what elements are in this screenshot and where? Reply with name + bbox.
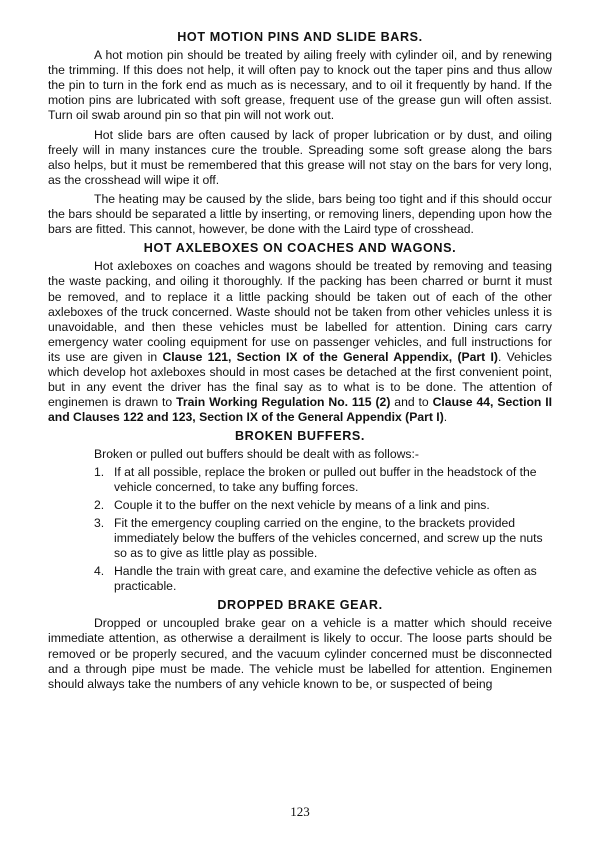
paragraph: Hot slide bars are often caused by lack of proper lubrication or by dust, and oiling freely will in many instances cure the trouble. Spreading some soft grease along the bars also helps, but it must be remembered that this grease will not stay on the bars for very long, as the crosshead will wipe it off. [48, 127, 552, 187]
numbered-list [48, 465, 552, 595]
section-heading-broken-buffers: BROKEN BUFFERS. [234, 429, 366, 444]
text-run: and to [394, 395, 429, 410]
document-page [48, 30, 552, 696]
list-item-text: Couple it to the buffer on the next vehicle by means of a link and pins. [114, 497, 490, 512]
list-item-text: If at all possible, replace the broken or pulled out buffer in the headstock of the vehicle concerned, to take any buffing forces. [114, 464, 537, 494]
list-number: 4. [94, 564, 105, 579]
list-item-text: Handle the train with great care, and examine the defective vehicle as often as practicable. [114, 564, 537, 594]
clause-reference: Clause 121, Section IX of the General Appendix, (Part I) [162, 349, 498, 364]
list-number: 2. [94, 497, 105, 512]
section-heading-motion-pins: HOT MOTION PINS AND SLIDE BARS. [177, 30, 423, 44]
list-item [94, 465, 552, 495]
paragraph: A hot motion pin should be treated by ailing freely with cylinder oil, and by renewing the trimming. If this does not help, it will often pay to knock out the taper pins and thus allow the pin to turn in the fork end as much as is necessary, and to oil it frequently by hand. If the motion pins are lubricated with soft grease, frequent use of the grease gun will often assist. Turn oil swab around pin so that pin will not work out. [48, 48, 552, 123]
list-item-text: Fit the emergency coupling carried on the engine, to the brackets provided immediately below the buffers of the vehicles concerned, and screw up the nuts so as to give as little play as possible. [114, 515, 543, 560]
list-item [94, 498, 552, 513]
section-heading-hot-axleboxes: HOT AXLEBOXES ON COACHES AND WAGONS. [143, 241, 457, 256]
paragraph-axleboxes [48, 259, 552, 425]
text-run: Hot axleboxes on coaches and wagons should be treated by removing and teasing the waste packing, and oiling it thoroughly. If the packing has been charred or burnt it must be removed, and to replace it a little packing should be taken out of each of the other axleboxes of the truck concerned. Waste should not be taken from other vehicles unless it is unavoidable, and then these vehicles must be labelled for attention. Dining cars carry emergency water cooling equipment for use on passenger vehicles, and full instructions for its use are given in [48, 259, 552, 364]
text-run: . Vehicles which develop hot axleboxes should in most cases be detached at the first convenient point, but in any event the driver has the final say as to what is to be done. The attention of enginemen is drawn to [48, 349, 552, 410]
list-item [94, 516, 552, 561]
paragraph: Dropped or uncoupled brake gear on a vehicle is a matter which should receive immediate attention, as otherwise a derailment is likely to occur. The loose parts should be removed or be properly secured, and the vacuum cylinder concerned must be disconnected and a through pipe must be made. The vehicle must be labelled for attention. Enginemen should always take the numbers of any vehicle known to be, or suspected of being [48, 616, 552, 691]
clause-reference: Clause 44, Section II and Clauses 122 and 123, Section IX of the General Appendix (Part I) [48, 395, 553, 425]
list-item [94, 564, 552, 594]
paragraph: The heating may be caused by the slide, bars being too tight and if this should occur the bars should be separated a little by inserting, or removing liners, depending upon how the bars are fitted. This cannot, however, be done with the Laird type of crosshead. [48, 191, 552, 237]
section-heading-dropped-brake-gear: DROPPED BRAKE GEAR. [217, 598, 383, 613]
list-number: 1. [94, 464, 105, 479]
list-intro: Broken or pulled out buffers should be dealt with as follows:- [94, 447, 419, 462]
list-number: 3. [94, 515, 105, 530]
regulation-reference: Train Working Regulation No. 115 (2) [176, 395, 391, 410]
page-number: 123 [290, 804, 310, 819]
text-run: . [443, 410, 448, 425]
